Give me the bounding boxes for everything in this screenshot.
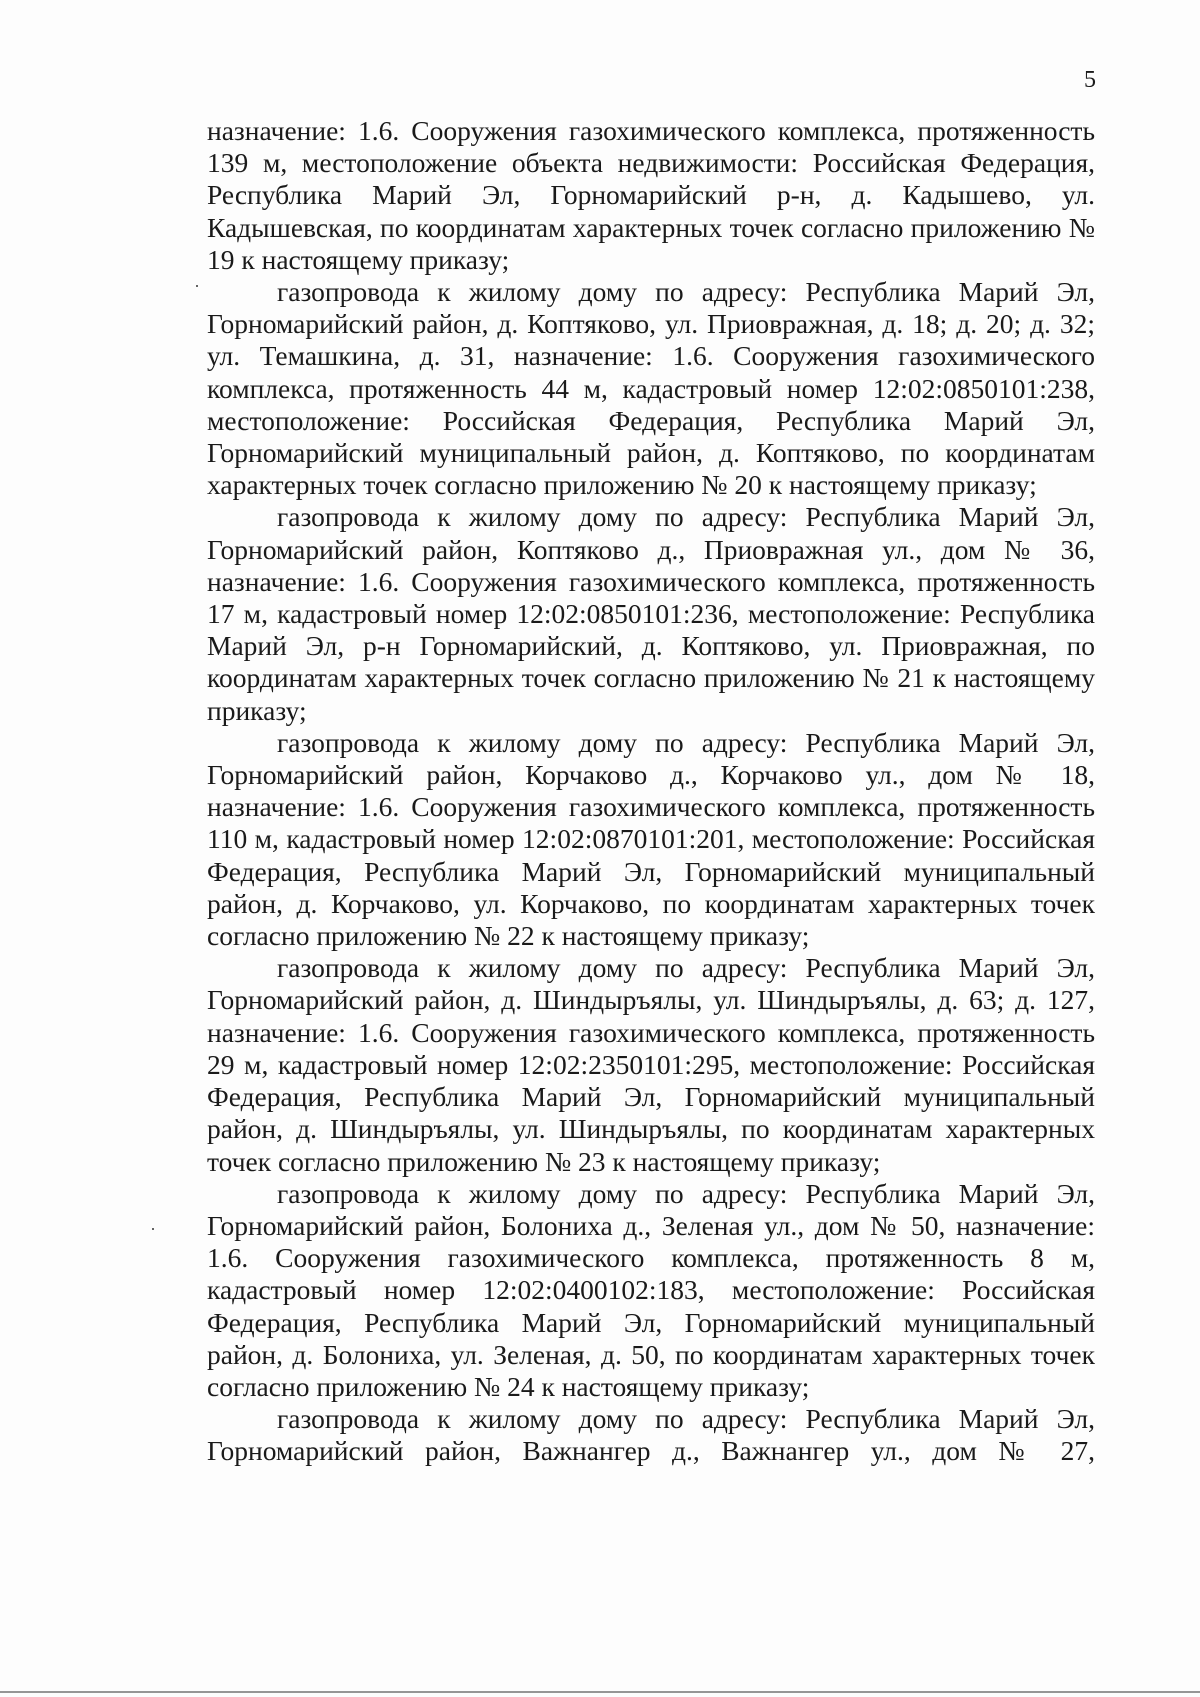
- paragraph: газопровода к жилому дому по адресу: Республика Марий Эл, Горномарийский район, д. Шиндыръялы, ул. Шиндыръялы, д. 63; д. 127, назначение: 1.6. Сооружения газохимического комплекса, протяженность 29 м, кадастровый номер 12:02:2350101:295, местоположение: Российская Федерация, Республика Марий Эл, Горномарийский муниципальный район, д. Шиндыръялы, ул. Шиндыръялы, по координатам характерных точек согласно приложению № 23 к настоящему приказу;: [207, 952, 1095, 1177]
- page-number: 5: [1084, 67, 1096, 93]
- paragraph-continuation: назначение: 1.6. Сооружения газохимического комплекса, протяженность 139 м, местоположение объекта недвижимости: Российская Федерация, Республика Марий Эл, Горномарийский р-н, д. Кадышево, ул. Кадышевская, по координатам характерных точек согласно приложению № 19 к настоящему приказу;: [207, 115, 1095, 275]
- paragraph: газопровода к жилому дому по адресу: Республика Марий Эл, Горномарийский район, Коптяково д., Приовражная ул., дом № 36, назначение: 1.6. Сооружения газохимического комплекса, протяженность 17 м, кадастровый номер 12:02:0850101:236, местоположение: Республика Марий Эл, р-н Горномарийский, д. Коптяково, ул. Приовражная, по координатам характерных точек согласно приложению № 21 к настоящему приказу;: [207, 501, 1095, 726]
- scan-bottom-edge: [0, 1691, 1200, 1693]
- paragraph-truncated: газопровода к жилому дому по адресу: Республика Марий Эл, Горномарийский район, Важнангер д., Важнангер ул., дом № 27,: [207, 1403, 1095, 1467]
- document-body: [207, 115, 1095, 1468]
- scan-speck: [196, 285, 198, 287]
- scan-speck: [152, 1228, 154, 1230]
- paragraph: газопровода к жилому дому по адресу: Республика Марий Эл, Горномарийский район, Корчаково д., Корчаково ул., дом № 18, назначение: 1.6. Сооружения газохимического комплекса, протяженность 110 м, кадастровый номер 12:02:0870101:201, местоположение: Российская Федерация, Республика Марий Эл, Горномарийский муниципальный район, д. Корчаково, ул. Корчаково, по координатам характерных точек согласно приложению № 22 к настоящему приказу;: [207, 726, 1095, 952]
- paragraph: газопровода к жилому дому по адресу: Республика Марий Эл, Горномарийский район, д. Коптяково, ул. Приовражная, д. 18; д. 20; д. 32; ул. Темашкина, д. 31, назначение: 1.6. Сооружения газохимического комплекса, протяженность 44 м, кадастровый номер 12:02:0850101:238, местоположение: Российская Федерация, Республика Марий Эл, Горномарийский муниципальный район, д. Коптяково, по координатам характерных точек согласно приложению № 20 к настоящему приказу;: [207, 276, 1095, 501]
- paragraph: газопровода к жилому дому по адресу: Республика Марий Эл, Горномарийский район, Болониха д., Зеленая ул., дом № 50, назначение: 1.6. Сооружения газохимического комплекса, протяженность 8 м, кадастровый номер 12:02:0400102:183, местоположение: Российская Федерация, Республика Марий Эл, Горномарийский муниципальный район, д. Болониха, ул. Зеленая, д. 50, по координатам характерных точек согласно приложению № 24 к настоящему приказу;: [207, 1177, 1095, 1402]
